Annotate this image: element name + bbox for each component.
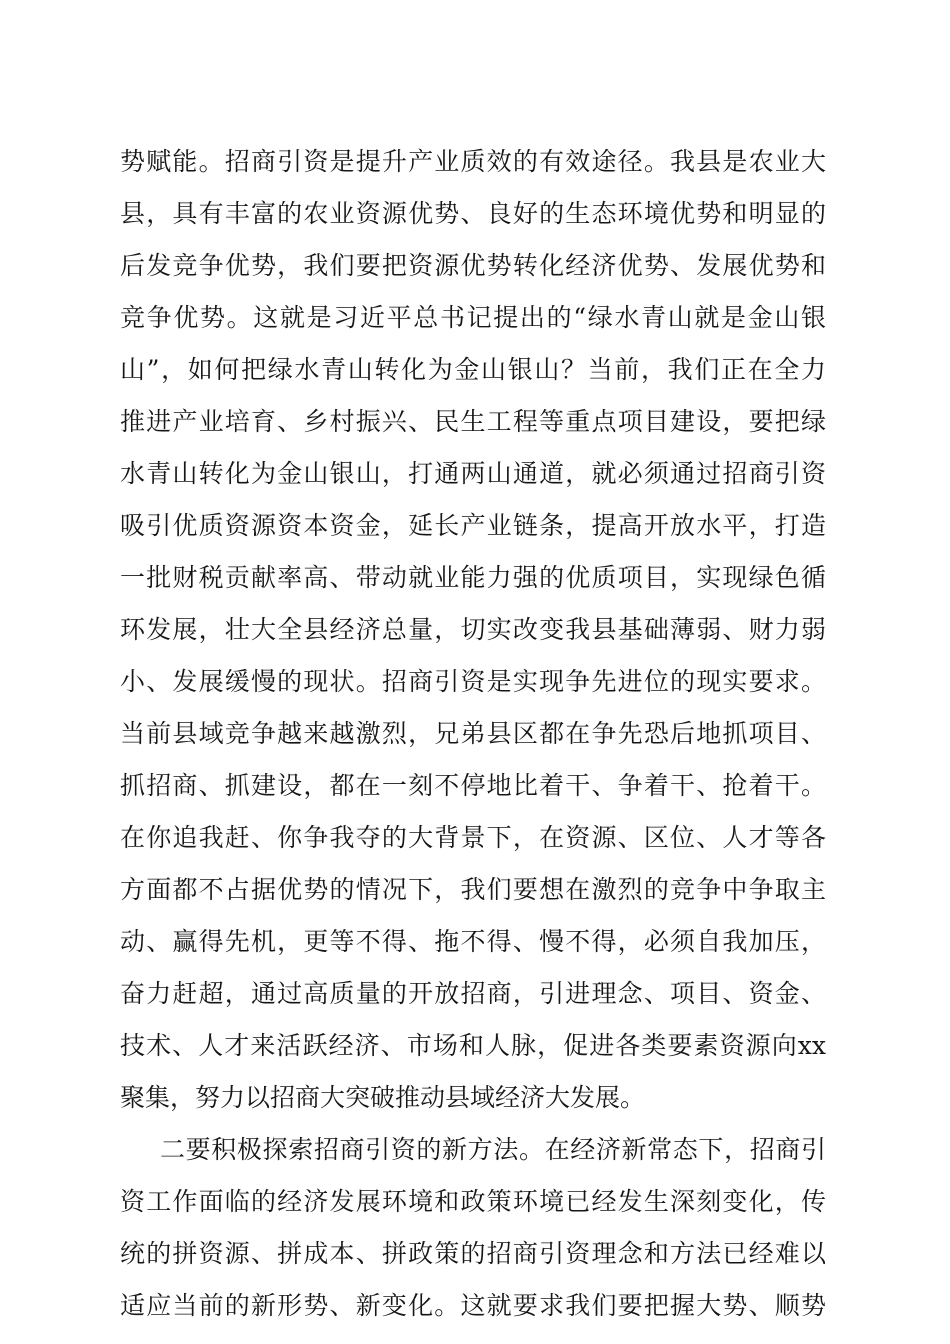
text-line: 小、发展缓慢的现状。招商引资是实现争先进位的现实要求。 — [120, 667, 826, 696]
text-line: 奋力赶超，通过高质量的开放招商，引进理念、项目、资金、 — [120, 979, 826, 1008]
text-line: 方面都不占据优势的情况下，我们要想在激烈的竞争中争取主 — [120, 875, 826, 904]
text-line: 当前县域竞争越来越激烈，兄弟县区都在争先恐后地抓项目、 — [120, 719, 826, 748]
text-line: 适应当前的新形势、新变化。这就要求我们要把握大势、顺势 — [120, 1291, 826, 1320]
text-line: 县，具有丰富的农业资源优势、良好的生态环境优势和明显的 — [120, 199, 826, 228]
text-line: 竞争优势。这就是习近平总书记提出的“绿水青山就是金山银 — [120, 303, 826, 332]
text-line: 技术、人才来活跃经济、市场和人脉，促进各类要素资源向xx — [120, 1031, 826, 1060]
text-line: 推进产业培育、乡村振兴、民生工程等重点项目建设，要把绿 — [120, 407, 826, 436]
text-line: 吸引优质资源资本资金，延长产业链条，提高开放水平，打造 — [120, 511, 826, 540]
text-line: 二要积极探索招商引资的新方法。在经济新常态下，招商引 — [160, 1135, 826, 1164]
text-line: 势赋能。招商引资是提升产业质效的有效途径。我县是农业大 — [120, 147, 826, 176]
text-line: 资工作面临的经济发展环境和政策环境已经发生深刻变化，传 — [120, 1187, 826, 1216]
text-line: 环发展，壮大全县经济总量，切实改变我县基础薄弱、财力弱 — [120, 615, 826, 644]
text-line: 聚集，努力以招商大突破推动县域经济大发展。 — [120, 1083, 646, 1112]
paragraph-1 — [120, 136, 826, 1124]
text-line: 一批财税贡献率高、带动就业能力强的优质项目，实现绿色循 — [120, 563, 826, 592]
text-line: 后发竞争优势，我们要把资源优势转化经济优势、发展优势和 — [120, 251, 826, 280]
text-line: 抓招商、抓建设，都在一刻不停地比着干、争着干、抢着干。 — [120, 771, 826, 800]
body-text — [120, 136, 826, 1332]
text-line: 水青山转化为金山银山，打通两山通道，就必须通过招商引资 — [120, 459, 826, 488]
text-line: 在你追我赶、你争我夺的大背景下，在资源、区位、人才等各 — [120, 823, 826, 852]
text-line: 动、赢得先机，更等不得、拖不得、慢不得，必须自我加压， — [120, 927, 826, 956]
paragraph-2 — [120, 1124, 826, 1332]
text-line: 山”，如何把绿水青山转化为金山银山？当前，我们正在全力 — [120, 355, 826, 384]
text-line: 统的拼资源、拼成本、拼政策的招商引资理念和方法已经难以 — [120, 1239, 826, 1268]
